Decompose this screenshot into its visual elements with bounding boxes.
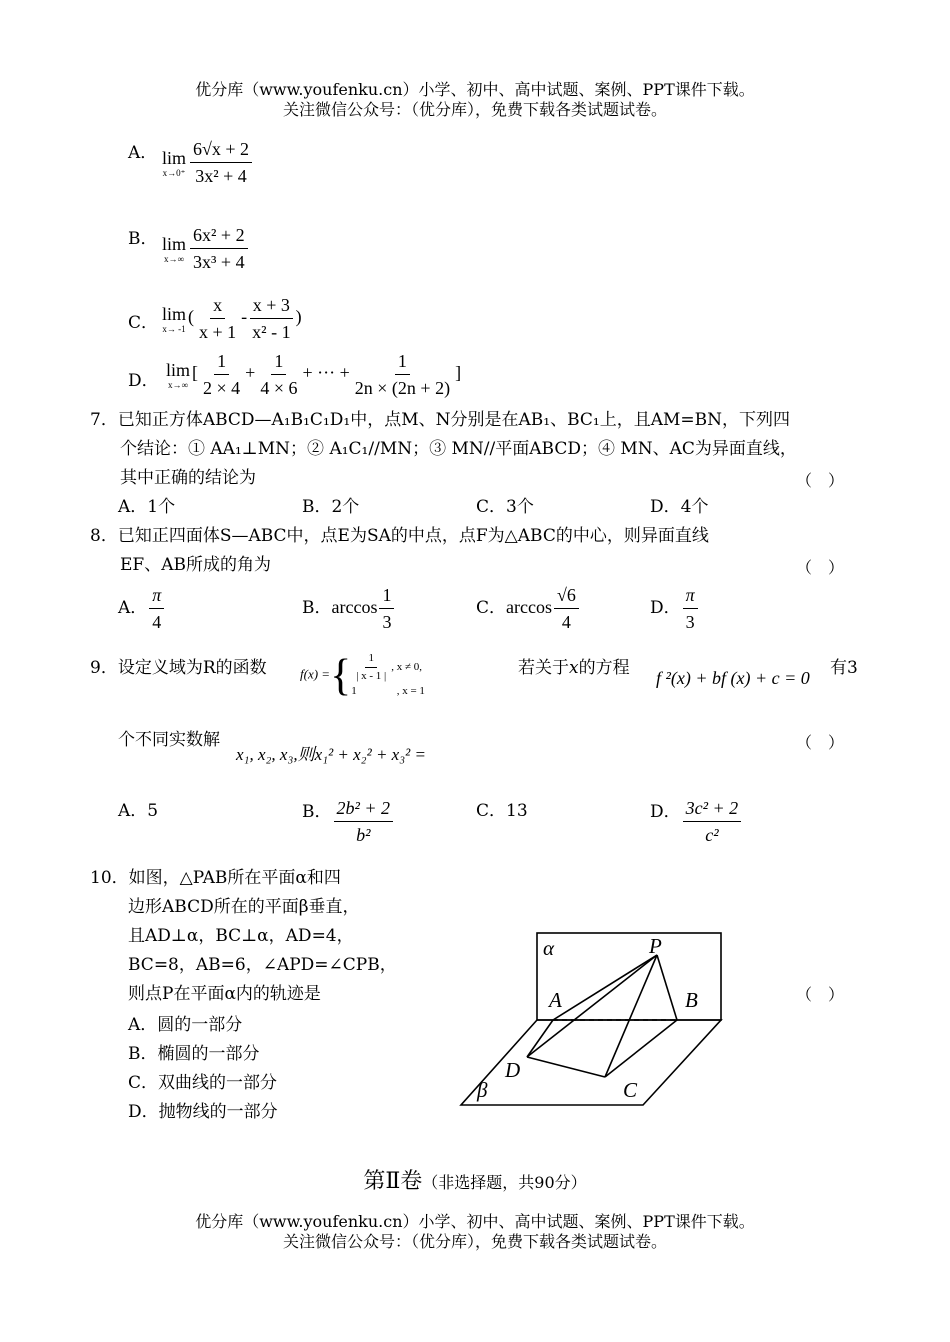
q7-option-b[interactable]: B．2个	[302, 497, 360, 517]
q10-line-2: 边形ABCD所在的平面β垂直，	[128, 897, 360, 917]
case2-condition: , x = 1	[396, 685, 425, 697]
label-beta: β	[477, 1078, 488, 1102]
lim-subscript: x→∞	[164, 253, 184, 264]
section-2-heading	[0, 1164, 950, 1195]
q9-answer-paren[interactable]: （ ）	[796, 733, 845, 752]
option-label: D．	[650, 802, 681, 822]
fraction-denominator: x² - 1	[252, 322, 291, 342]
q9-prefix: 9．设定义域为R的函数	[90, 658, 267, 678]
q9-piecewise: f(x) ={ $\frac{1}{| x - 1 |}$ , x ≠ 0, 1 , x = 1	[300, 650, 425, 700]
q9-option-b[interactable]	[302, 797, 395, 846]
q6-option-b[interactable]	[128, 224, 158, 249]
fraction-numerator: 6√x + 2	[190, 138, 252, 163]
q10-option-a[interactable]: A．圆的一部分	[128, 1015, 243, 1035]
fraction-denominator: 4 × 6	[260, 378, 298, 398]
fraction-denominator: 4	[561, 612, 571, 632]
fraction-numerator: 2b² + 2	[334, 797, 394, 822]
label-c: C	[623, 1078, 638, 1102]
q10-option-d[interactable]: D．抛物线的一部分	[128, 1102, 278, 1122]
q9-mid-text: 若关于	[518, 658, 569, 678]
fraction-numerator: x	[210, 294, 225, 319]
q9-option-d[interactable]	[650, 797, 743, 846]
q6-c-expression: lim x→ -1 ( $\frac{x}{x + 1}$ - $\frac{x + 3}{\text{x² - 1}}$ )	[162, 295, 302, 342]
option-label: B．	[128, 229, 158, 249]
fraction-denominator: 2 × 4	[203, 378, 241, 398]
case1-numerator: 1	[365, 652, 377, 668]
fraction-numerator: 3c² + 2	[683, 797, 742, 822]
q9-var: x	[569, 658, 579, 678]
fraction-denominator: 2n × (2n + 2)	[354, 378, 451, 398]
fraction-denominator: 3	[382, 612, 392, 632]
fraction-numerator: 1	[395, 350, 410, 375]
option-label: A．	[128, 143, 158, 163]
fraction-numerator: 1	[214, 350, 229, 375]
label-d: D	[505, 1058, 521, 1082]
arccos-text: arccos	[331, 597, 378, 617]
q8-line-1: 8．已知正四面体S—ABC中，点E为SA的中点，点F为△ABC的中心，则异面直线	[90, 526, 709, 546]
q10-line-4: BC=8，AB=6，∠APD=∠CPB，	[128, 955, 397, 975]
arccos-text: arccos	[506, 597, 552, 617]
label-a: A	[549, 988, 562, 1012]
header-line-2: 关注微信公众号：（优分库），免费下载各类试题试卷。	[282, 100, 667, 119]
option-label: B．	[302, 598, 332, 618]
q9-equation: f ²(x) + bf (x) + c = 0	[656, 668, 810, 688]
q8-option-a[interactable]	[118, 584, 166, 633]
function-def: f(x) =	[300, 666, 331, 682]
q8-option-b[interactable]	[302, 584, 396, 633]
q10-option-b[interactable]: B．椭圆的一部分	[128, 1044, 260, 1064]
q6-option-c[interactable]	[128, 308, 158, 333]
q6-b-expression: lim x→∞ $\frac{\text{6x² + 2}}{\text{3x³ + 4}}$	[162, 224, 250, 273]
q6-a-expression: lim x→0⁺ $\frac{6√x + 2}{\text{3x² + 4}}$	[162, 138, 254, 187]
q7-option-c[interactable]: C．3个	[476, 497, 534, 517]
option-label: D．	[128, 371, 159, 391]
fraction-denominator: 3x² + 4	[195, 166, 247, 186]
fraction-denominator: c²	[705, 825, 719, 845]
q9-option-c[interactable]: C．13	[476, 801, 528, 821]
label-b: B	[685, 988, 698, 1012]
q9-mid	[518, 654, 630, 683]
q7-option-a[interactable]: A．1个	[118, 497, 176, 517]
q7-line-2: 个结论：① AA₁⊥MN；② A₁C₁//MN；③ MN//平面ABCD；④ MN、AC为异面直线，	[120, 439, 797, 459]
q7-answer-paren[interactable]: （ ）	[796, 471, 845, 490]
fraction-numerator: √6	[554, 584, 579, 609]
fraction-denominator: b²	[356, 825, 371, 845]
option-label: C．	[128, 313, 159, 333]
lim-subscript: x→ -1	[162, 323, 186, 334]
lim-subscript: x→∞	[168, 379, 188, 390]
fraction-numerator: 1	[379, 584, 394, 609]
edge-pa	[553, 955, 657, 1020]
label-p: P	[649, 934, 662, 958]
case2-value: 1	[351, 685, 357, 697]
case1-condition: , x ≠ 0,	[391, 661, 423, 674]
option-label: A．	[118, 598, 148, 618]
q6-option-d[interactable]	[128, 366, 159, 391]
fraction-denominator: x + 1	[199, 322, 237, 342]
edge-dc	[527, 1057, 605, 1077]
q9-option-a[interactable]: A．5	[118, 801, 159, 821]
q8-option-c[interactable]	[476, 584, 581, 633]
fraction-numerator: x + 3	[250, 294, 293, 319]
plane-beta	[461, 1020, 721, 1105]
q7-line-1: 7．已知正方体ABCD—A₁B₁C₁D₁中，点M、N分别是在AB₁、BC₁上，且AM=BN，下列四	[90, 410, 790, 430]
q10-line-3: 且AD⊥α，BC⊥α，AD=4，	[128, 926, 354, 946]
label-alpha: α	[543, 936, 555, 960]
option-label: C．	[476, 598, 507, 618]
q10-line-5: 则点P在平面α内的轨迹是	[128, 984, 321, 1004]
fraction-denominator: 3	[685, 612, 695, 632]
q10-answer-paren[interactable]: （ ）	[796, 985, 845, 1004]
option-label: B．	[302, 802, 332, 822]
fraction-denominator: 4	[152, 612, 162, 632]
edge-ad	[527, 1020, 553, 1057]
edge-pb	[657, 955, 677, 1020]
q8-line-2: EF、AB所成的角为	[120, 555, 271, 575]
fraction-numerator: π	[149, 584, 164, 609]
minus-sign: -	[241, 306, 248, 327]
fraction-numerator: 1	[271, 350, 286, 375]
ellipsis-plus: + ··· +	[302, 362, 350, 383]
edge-bc	[605, 1020, 677, 1077]
q9-suffix: 有3	[830, 658, 858, 678]
q10-option-c[interactable]: C．双曲线的一部分	[128, 1073, 278, 1093]
fraction-denominator: 3x³ + 4	[193, 252, 245, 272]
case1-denominator: | x - 1 |	[356, 670, 387, 682]
edge-pd	[527, 955, 657, 1057]
section-2-subtitle: （非选择题，共90分）	[422, 1173, 587, 1192]
q9-line-2: 个不同实数解	[118, 730, 220, 750]
q6-d-expression: lim x→∞ [ $\frac{1}{2 \times 4}$ + $\frac{1}{4 \times 6}$ + ··· + $\frac{1}{2n \times (2n + 2)}$ ]	[166, 351, 462, 398]
q8-option-d[interactable]	[650, 584, 700, 633]
footer-line-2: 关注微信公众号：（优分库），免费下载各类试题试卷。	[282, 1232, 667, 1251]
fraction-numerator: π	[683, 584, 698, 609]
edge-pc	[605, 955, 657, 1077]
option-label: D．	[650, 598, 681, 618]
q6-option-a[interactable]	[128, 138, 157, 163]
q7-line-3: 其中正确的结论为	[120, 468, 256, 488]
q9-mid-text-2: 的方程	[578, 658, 630, 678]
lim-subscript: x→0⁺	[162, 167, 186, 178]
q10-geometry-figure	[455, 925, 730, 1120]
header-line-1: 优分库（www.youfenku.cn）小学、初中、高中试题、案例、PPT课件下载。	[195, 80, 755, 99]
q8-answer-paren[interactable]: （ ）	[796, 558, 845, 577]
section-2-title: 第Ⅱ卷	[363, 1169, 423, 1194]
q9-solutions: x₁, x₂, x₃,则x₁² + x₂² + x₃² =	[236, 745, 426, 764]
q10-line-1: 10．如图，△PAB所在平面α和四	[90, 868, 341, 888]
footer-line-1: 优分库（www.youfenku.cn）小学、初中、高中试题、案例、PPT课件下载。	[195, 1212, 755, 1231]
q7-option-d[interactable]: D．4个	[650, 497, 709, 517]
fraction-numerator: 6x² + 2	[190, 224, 248, 249]
